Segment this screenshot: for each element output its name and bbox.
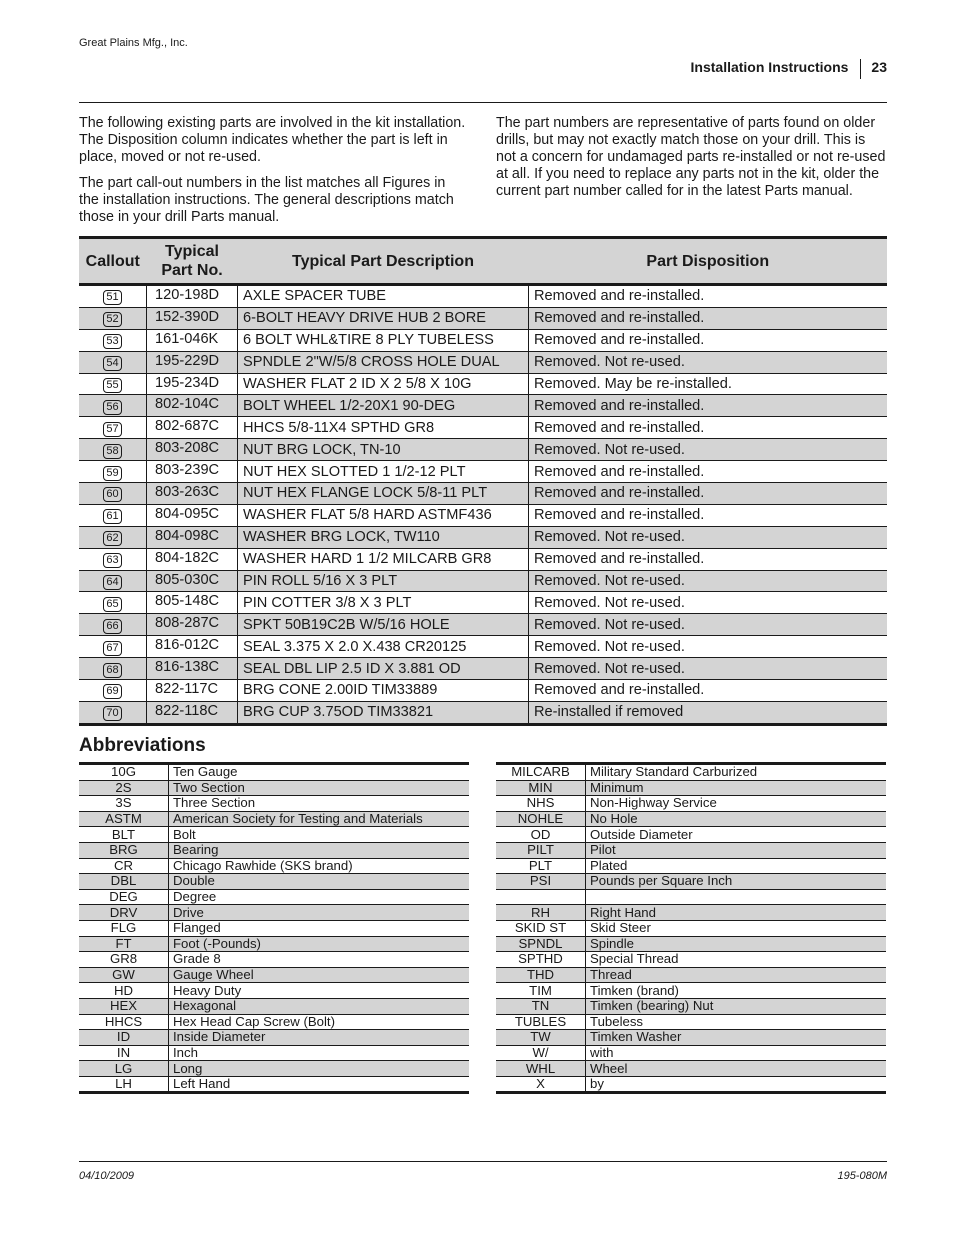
meaning-cell: Military Standard Carburized (586, 764, 887, 781)
abbreviation-row (79, 1030, 469, 1046)
abbreviation-cell: NHS (496, 796, 586, 812)
intro-left-column (79, 115, 469, 235)
abbreviation-cell: 3S (79, 796, 169, 812)
section-title: Installation Instructions (690, 59, 849, 75)
callout-cell (79, 526, 147, 548)
callout-cell (79, 680, 147, 702)
callout-number: 70 (103, 706, 121, 721)
description-cell: 6-BOLT HEAVY DRIVE HUB 2 BORE (238, 307, 529, 329)
meaning-cell: Foot (-Pounds) (169, 936, 470, 952)
abbreviation-row (79, 1061, 469, 1077)
meaning-cell: Outside Diameter (586, 827, 887, 843)
abbreviation-cell: CR (79, 858, 169, 874)
parts-row (79, 285, 887, 308)
disposition-cell: Removed and re-installed. (529, 307, 888, 329)
abbreviation-row (496, 780, 886, 796)
parts-row (79, 307, 887, 329)
part-number-cell: 120-198D (147, 285, 238, 308)
abbreviations-title: Abbreviations (79, 735, 206, 756)
meaning-cell: Inside Diameter (169, 1030, 470, 1046)
abbreviation-row (79, 905, 469, 921)
abbreviation-row (496, 967, 886, 983)
meaning-cell: Chicago Rawhide (SKS brand) (169, 858, 470, 874)
page-number: 23 (871, 59, 887, 75)
callout-cell (79, 570, 147, 592)
meaning-cell: Ten Gauge (169, 764, 470, 781)
meaning-cell: Timken (bearing) Nut (586, 998, 887, 1014)
callout-cell (79, 373, 147, 395)
abbreviation-row (79, 952, 469, 968)
parts-row (79, 439, 887, 461)
part-number-cell: 802-687C (147, 417, 238, 439)
intro-paragraph: The following existing parts are involved in the kit installation. The Disposition column indicates whether the part is left in place, moved or not re-used. (79, 115, 466, 165)
abbreviation-row (496, 842, 886, 858)
description-cell: PIN ROLL 5/16 X 3 PLT (238, 570, 529, 592)
disposition-cell: Removed and re-installed. (529, 395, 888, 417)
callout-number: 57 (103, 422, 121, 437)
description-cell: BOLT WHEEL 1/2-20X1 90-DEG (238, 395, 529, 417)
part-number-cell: 803-208C (147, 439, 238, 461)
meaning-cell: Two Section (169, 780, 470, 796)
callout-cell (79, 483, 147, 505)
abbreviation-row (79, 764, 469, 781)
description-cell: WASHER HARD 1 1/2 MILCARB GR8 (238, 548, 529, 570)
parts-row (79, 526, 887, 548)
callout-cell (79, 658, 147, 680)
callout-number: 58 (103, 444, 121, 459)
part-number-cell: 822-118C (147, 701, 238, 724)
abbreviation-cell: SPTHD (496, 952, 586, 968)
meaning-cell: Special Thread (586, 952, 887, 968)
footer-date: 04/10/2009 (79, 1170, 135, 1182)
part-no-header (147, 238, 238, 285)
disposition-cell: Removed and re-installed. (529, 461, 888, 483)
abbreviation-row (496, 983, 886, 999)
disposition-header: Part Disposition (529, 238, 888, 285)
abbreviation-cell: RH (496, 905, 586, 921)
abbreviation-cell (496, 889, 586, 905)
callout-number: 66 (103, 619, 121, 634)
meaning-cell: Hex Head Cap Screw (Bolt) (169, 1014, 470, 1030)
abbreviation-row (79, 827, 469, 843)
meaning-cell: Pounds per Square Inch (586, 874, 887, 890)
abbreviation-row (79, 811, 469, 827)
disposition-cell: Removed. Not re-used. (529, 636, 888, 658)
abbreviation-row (496, 874, 886, 890)
abbreviation-row (496, 936, 886, 952)
parts-row (79, 701, 887, 724)
callout-cell (79, 395, 147, 417)
callout-cell (79, 614, 147, 636)
callout-number: 52 (103, 312, 121, 327)
meaning-cell: Timken (brand) (586, 983, 887, 999)
description-cell: SEAL 3.375 X 2.0 X.438 CR20125 (238, 636, 529, 658)
footer-doc-number: 195-080M (837, 1170, 887, 1182)
callout-header: Callout (79, 238, 147, 285)
meaning-cell: Three Section (169, 796, 470, 812)
description-cell: SPNDLE 2"W/5/8 CROSS HOLE DUAL (238, 351, 529, 373)
parts-table-body (79, 285, 887, 725)
abbreviation-cell: DBL (79, 874, 169, 890)
abbreviation-row (496, 998, 886, 1014)
disposition-cell: Removed. Not re-used. (529, 592, 888, 614)
parts-row (79, 373, 887, 395)
abbreviation-cell: X (496, 1076, 586, 1093)
part-number-cell: 816-012C (147, 636, 238, 658)
abbreviation-row (496, 1061, 886, 1077)
callout-number: 62 (103, 531, 121, 546)
meaning-cell: Bearing (169, 842, 470, 858)
abbreviation-cell: IN (79, 1045, 169, 1061)
abbreviation-cell: HEX (79, 998, 169, 1014)
part-number-cell: 195-229D (147, 351, 238, 373)
disposition-cell: Removed. Not re-used. (529, 526, 888, 548)
abbreviation-row (79, 780, 469, 796)
abbreviation-cell: FLG (79, 920, 169, 936)
abbreviation-cell: BRG (79, 842, 169, 858)
callout-cell (79, 285, 147, 308)
abbreviation-row (79, 889, 469, 905)
description-cell: NUT HEX SLOTTED 1 1/2-12 PLT (238, 461, 529, 483)
callout-number: 59 (103, 466, 121, 481)
meaning-cell: Minimum (586, 780, 887, 796)
header-rule (79, 102, 887, 103)
callout-cell (79, 417, 147, 439)
abbreviation-cell: 2S (79, 780, 169, 796)
abbreviation-row (79, 1076, 469, 1093)
abbreviation-cell: HD (79, 983, 169, 999)
parts-row (79, 680, 887, 702)
meaning-cell: Bolt (169, 827, 470, 843)
abbreviation-cell: DRV (79, 905, 169, 921)
disposition-cell: Removed and re-installed. (529, 548, 888, 570)
part-number-cell: 805-030C (147, 570, 238, 592)
parts-row (79, 548, 887, 570)
abbreviation-row (496, 811, 886, 827)
abbreviation-cell: LG (79, 1061, 169, 1077)
callout-number: 69 (103, 684, 121, 699)
part-number-cell: 822-117C (147, 680, 238, 702)
description-cell: SPKT 50B19C2B W/5/16 HOLE (238, 614, 529, 636)
callout-number: 54 (103, 356, 121, 371)
callout-cell (79, 701, 147, 724)
parts-row (79, 614, 887, 636)
abbreviation-cell: GR8 (79, 952, 169, 968)
part-number-cell: 816-138C (147, 658, 238, 680)
part-no-header-line1: Typical (165, 243, 219, 260)
meaning-cell: Right Hand (586, 905, 887, 921)
meaning-cell: Spindle (586, 936, 887, 952)
meaning-cell: Inch (169, 1045, 470, 1061)
meaning-cell: No Hole (586, 811, 887, 827)
abbreviations-table-right (496, 762, 886, 1094)
description-cell: PIN COTTER 3/8 X 3 PLT (238, 592, 529, 614)
meaning-cell: Non-Highway Service (586, 796, 887, 812)
abbreviation-row (496, 764, 886, 781)
meaning-cell: Skid Steer (586, 920, 887, 936)
description-cell: BRG CUP 3.75OD TIM33821 (238, 701, 529, 724)
disposition-cell: Removed and re-installed. (529, 680, 888, 702)
disposition-cell: Removed and re-installed. (529, 417, 888, 439)
abbreviation-cell: OD (496, 827, 586, 843)
meaning-cell: Plated (586, 858, 887, 874)
meaning-cell: Left Hand (169, 1076, 470, 1093)
abbreviation-cell: SKID ST (496, 920, 586, 936)
callout-number: 64 (103, 575, 121, 590)
abbreviation-row (79, 936, 469, 952)
running-header (691, 59, 887, 79)
abbreviation-cell: MILCARB (496, 764, 586, 781)
meaning-cell: Degree (169, 889, 470, 905)
abbreviation-cell: TUBLES (496, 1014, 586, 1030)
part-number-cell: 803-239C (147, 461, 238, 483)
abbreviation-cell: ASTM (79, 811, 169, 827)
abbreviation-row (79, 858, 469, 874)
abbreviation-row (79, 796, 469, 812)
abbreviation-row (496, 1076, 886, 1093)
callout-number: 56 (103, 400, 121, 415)
description-cell: BRG CONE 2.00ID TIM33889 (238, 680, 529, 702)
intro-right-column (496, 115, 886, 209)
description-cell: 6 BOLT WHL&TIRE 8 PLY TUBELESS (238, 329, 529, 351)
meaning-cell: Wheel (586, 1061, 887, 1077)
abbreviation-cell: TIM (496, 983, 586, 999)
part-number-cell: 195-234D (147, 373, 238, 395)
abbreviation-cell: HHCS (79, 1014, 169, 1030)
meaning-cell: with (586, 1045, 887, 1061)
description-cell: AXLE SPACER TUBE (238, 285, 529, 308)
parts-table (79, 236, 887, 726)
abbreviation-row (79, 920, 469, 936)
description-cell: NUT BRG LOCK, TN-10 (238, 439, 529, 461)
abbreviation-cell: PSI (496, 874, 586, 890)
meaning-cell: Heavy Duty (169, 983, 470, 999)
meaning-cell: Thread (586, 967, 887, 983)
callout-cell (79, 548, 147, 570)
meaning-cell: Grade 8 (169, 952, 470, 968)
disposition-cell: Removed. Not re-used. (529, 439, 888, 461)
abbreviation-cell: MIN (496, 780, 586, 796)
abbreviation-row (496, 952, 886, 968)
parts-row (79, 417, 887, 439)
abbreviation-cell: DEG (79, 889, 169, 905)
parts-row (79, 395, 887, 417)
callout-number: 65 (103, 597, 121, 612)
abbreviation-row (496, 905, 886, 921)
abbreviation-row (79, 983, 469, 999)
abbreviation-cell: W/ (496, 1045, 586, 1061)
disposition-cell: Removed. Not re-used. (529, 614, 888, 636)
part-number-cell: 804-098C (147, 526, 238, 548)
description-cell: WASHER FLAT 2 ID X 2 5/8 X 10G (238, 373, 529, 395)
abbreviation-cell: 10G (79, 764, 169, 781)
abbreviation-cell: PILT (496, 842, 586, 858)
disposition-cell: Removed and re-installed. (529, 329, 888, 351)
description-cell: SEAL DBL LIP 2.5 ID X 3.881 OD (238, 658, 529, 680)
callout-cell (79, 461, 147, 483)
abbreviations-table-left (79, 762, 469, 1094)
abbreviation-row (79, 842, 469, 858)
disposition-cell: Removed. Not re-used. (529, 658, 888, 680)
meaning-cell: Gauge Wheel (169, 967, 470, 983)
abbreviation-row (496, 1045, 886, 1061)
parts-row (79, 329, 887, 351)
abbreviation-row (79, 998, 469, 1014)
meaning-cell: American Society for Testing and Materials (169, 811, 470, 827)
description-cell: HHCS 5/8-11X4 SPTHD GR8 (238, 417, 529, 439)
company-name: Great Plains Mfg., Inc. (79, 37, 188, 49)
meaning-cell: Tubeless (586, 1014, 887, 1030)
meaning-cell: Double (169, 874, 470, 890)
abbreviation-cell: PLT (496, 858, 586, 874)
abbreviation-row (496, 858, 886, 874)
parts-row (79, 570, 887, 592)
disposition-cell: Re-installed if removed (529, 701, 888, 724)
part-number-cell: 152-390D (147, 307, 238, 329)
abbreviation-cell: NOHLE (496, 811, 586, 827)
parts-table-header (79, 238, 887, 285)
meaning-cell: Drive (169, 905, 470, 921)
abbreviation-cell: TN (496, 998, 586, 1014)
abbreviation-row (79, 1014, 469, 1030)
callout-cell (79, 636, 147, 658)
description-cell: WASHER FLAT 5/8 HARD ASTMF436 (238, 504, 529, 526)
parts-row (79, 658, 887, 680)
description-header: Typical Part Description (238, 238, 529, 285)
abbreviation-row (79, 967, 469, 983)
abbreviation-cell: GW (79, 967, 169, 983)
abbreviation-row (496, 1014, 886, 1030)
header-divider (860, 59, 861, 79)
callout-number: 60 (103, 487, 121, 502)
disposition-cell: Removed. May be re-installed. (529, 373, 888, 395)
abbreviation-row (496, 1030, 886, 1046)
callout-number: 55 (103, 378, 121, 393)
meaning-cell (586, 889, 887, 905)
abbreviation-cell: SPNDL (496, 936, 586, 952)
part-number-cell: 808-287C (147, 614, 238, 636)
part-number-cell: 803-263C (147, 483, 238, 505)
abbreviation-cell: FT (79, 936, 169, 952)
meaning-cell: Hexagonal (169, 998, 470, 1014)
callout-cell (79, 439, 147, 461)
part-number-cell: 804-182C (147, 548, 238, 570)
parts-row (79, 351, 887, 373)
abbreviation-cell: WHL (496, 1061, 586, 1077)
description-cell: NUT HEX FLANGE LOCK 5/8-11 PLT (238, 483, 529, 505)
callout-number: 63 (103, 553, 121, 568)
callout-number: 68 (103, 663, 121, 678)
intro-paragraph: The part call-out numbers in the list matches all Figures in the installation instructions. The general descriptions match those in your drill Parts manual. (79, 175, 454, 225)
meaning-cell: Flanged (169, 920, 470, 936)
abbreviation-row (496, 889, 886, 905)
part-number-cell: 161-046K (147, 329, 238, 351)
abbreviation-row (496, 920, 886, 936)
abbreviation-cell: BLT (79, 827, 169, 843)
parts-row (79, 504, 887, 526)
callout-cell (79, 592, 147, 614)
part-number-cell: 804-095C (147, 504, 238, 526)
disposition-cell: Removed and re-installed. (529, 504, 888, 526)
abbreviation-row (496, 827, 886, 843)
callout-cell (79, 351, 147, 373)
parts-row (79, 461, 887, 483)
meaning-cell: by (586, 1076, 887, 1093)
disposition-cell: Removed. Not re-used. (529, 570, 888, 592)
part-number-cell: 805-148C (147, 592, 238, 614)
callout-number: 61 (103, 509, 121, 524)
callout-number: 67 (103, 641, 121, 656)
callout-cell (79, 307, 147, 329)
abbreviation-row (496, 796, 886, 812)
parts-row (79, 483, 887, 505)
disposition-cell: Removed and re-installed. (529, 483, 888, 505)
part-no-header-line2: Part No. (161, 262, 223, 279)
abbreviation-row (79, 1045, 469, 1061)
disposition-cell: Removed. Not re-used. (529, 351, 888, 373)
parts-row (79, 636, 887, 658)
description-cell: WASHER BRG LOCK, TW110 (238, 526, 529, 548)
intro-paragraph: The part numbers are representative of parts found on older drills, but may not exactly match those on your drill. This is not a concern for undamaged parts re-installed or not re-used at all. If you need to replace any parts not in the kit, older the current part number called for in the latest Parts manual. (496, 115, 886, 199)
footer-rule (79, 1161, 887, 1162)
callout-cell (79, 329, 147, 351)
abbreviation-cell: ID (79, 1030, 169, 1046)
abbreviation-cell: TW (496, 1030, 586, 1046)
abbreviation-row (79, 874, 469, 890)
disposition-cell: Removed and re-installed. (529, 285, 888, 308)
callout-number: 51 (103, 290, 121, 305)
callout-cell (79, 504, 147, 526)
parts-row (79, 592, 887, 614)
meaning-cell: Long (169, 1061, 470, 1077)
callout-number: 53 (103, 334, 121, 349)
abbreviation-cell: THD (496, 967, 586, 983)
meaning-cell: Timken Washer (586, 1030, 887, 1046)
part-number-cell: 802-104C (147, 395, 238, 417)
abbreviation-cell: LH (79, 1076, 169, 1093)
meaning-cell: Pilot (586, 842, 887, 858)
